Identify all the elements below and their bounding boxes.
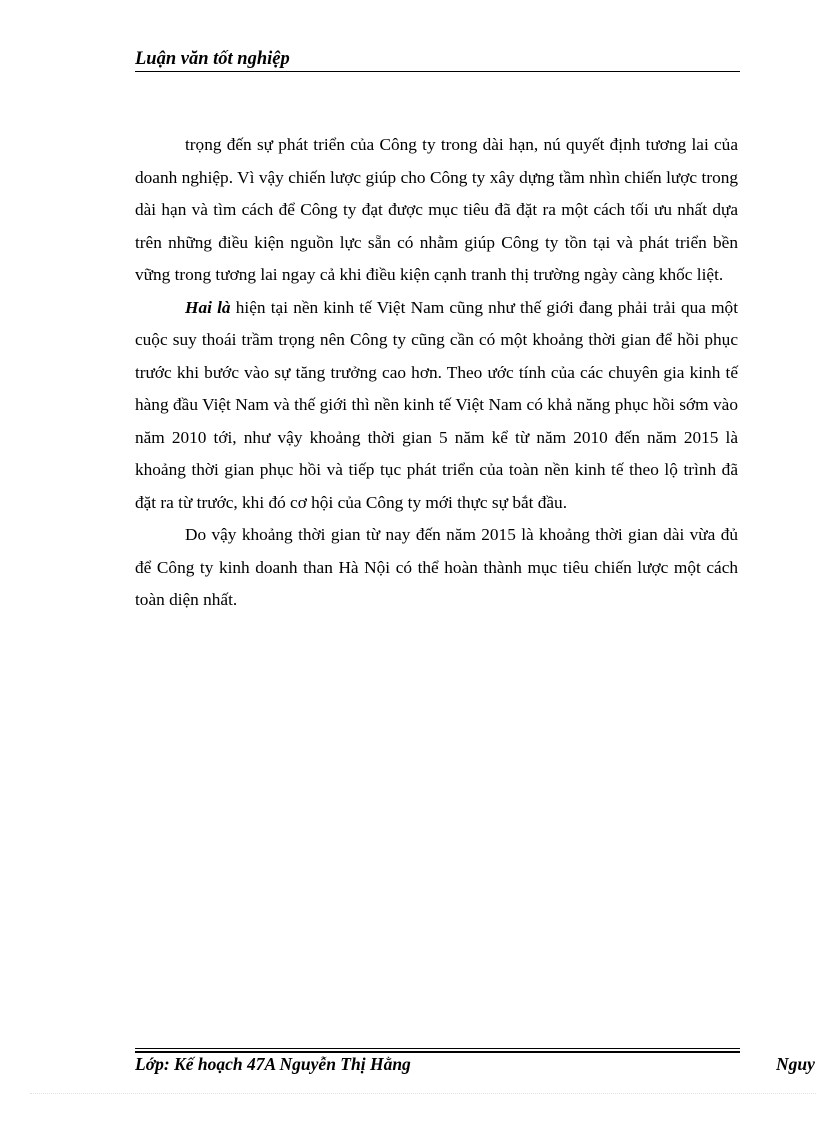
paragraph-1: trọng đến sự phát triển của Công ty trong dài hạn, nú quyết định tương lai của doanh nghiệp. Vì vậy chiến lược giúp cho Công ty xây dựng tầm nhìn chiến lược trong dài hạn và tìm cách để Công ty đạt được mục tiêu đã đặt ra một cách tối ưu nhất dựa trên những điều kiện nguồn lực sẵn có nhằm giúp Công ty tồn tại và phát triển bền vững trong tương lai ngay cả khi điều kiện cạnh tranh thị trường ngày càng khốc liệt. — [135, 135, 738, 284]
page-edge-divider — [30, 1093, 816, 1094]
footer-right-text: Nguy — [776, 1054, 815, 1074]
footer-class-author: Lớp: Kế hoạch 47A Nguyễn Thị Hằng — [135, 1054, 411, 1074]
paragraph-2-text: hiện tại nền kinh tế Việt Nam cũng như thế giới đang phải trải qua một cuộc suy thoái trầm trọng nên Công ty cũng cần có một khoảng thời gian để hồi phục trước khi bước vào sự tăng trưởng cao hơn. Theo ước tính của các chuyên gia kinh tế hàng đầu Việt Nam và thế giới thì nền kinh tế Việt Nam có khả năng phục hồi sớm vào năm 2010 tới, như vậy khoảng thời gian 5 năm kể từ năm 2010 đến năm 2015 là khoảng thời gian phục hồi và tiếp tục phát triển của toàn nền kinh tế theo lộ trình đã đặt ra từ trước, khi đó cơ hội của Công ty mới thực sự bắt đầu. — [135, 297, 738, 512]
footer-rule-thin — [135, 1048, 740, 1049]
paragraph-3: Do vậy khoảng thời gian từ nay đến năm 2015 là khoảng thời gian dài vừa đủ để Công ty kinh doanh than Hà Nội có thể hoàn thành mục tiêu chiến lược một cách toàn diện nhất. — [135, 525, 738, 609]
header-rule — [135, 71, 740, 72]
footer-rule-thick — [135, 1051, 740, 1053]
page-header-title: Luận văn tốt nghiệp — [135, 49, 290, 69]
paragraph-2 — [135, 292, 738, 520]
document-body — [135, 129, 738, 617]
paragraph-2-lead: Hai là — [185, 297, 231, 317]
